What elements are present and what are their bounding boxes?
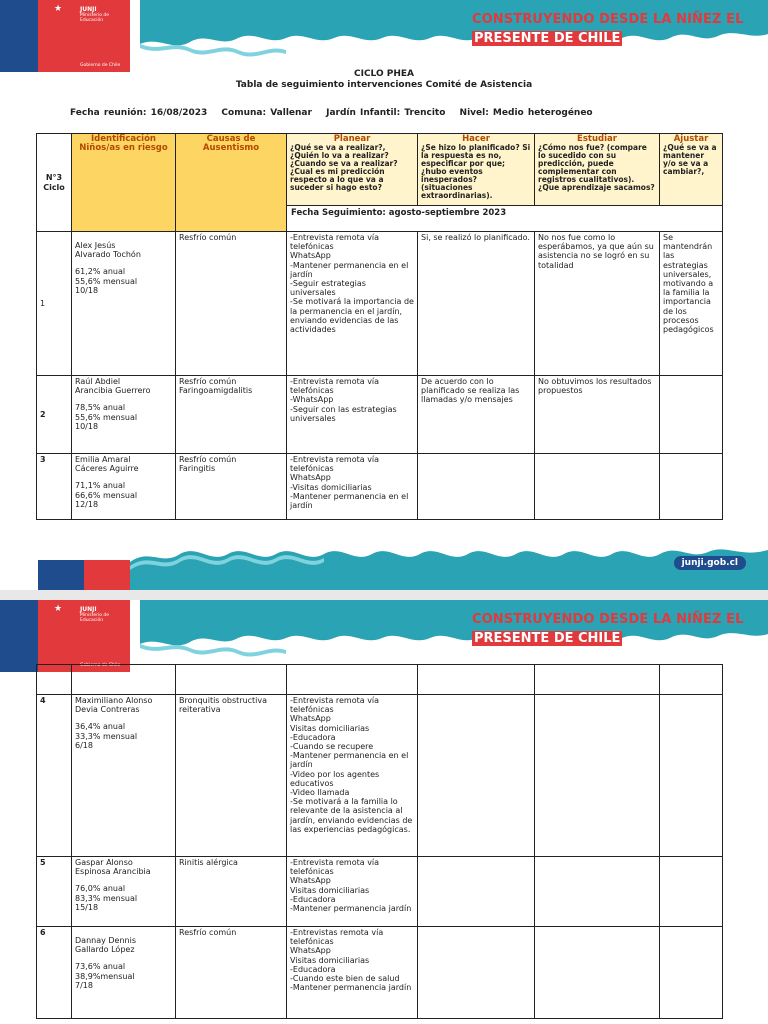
ajustar-question: ¿Qué se va a mantener y/o se va a cambiar?, (663, 143, 717, 177)
chile-star-icon: ★ (53, 604, 63, 614)
child-attendance: 78,5% anual 55,6% mensual 10/18 (75, 403, 138, 431)
header-ciclo: N°3 Ciclo (37, 134, 72, 232)
estudiar-cell: No nos fue como lo esperábamos, ya que aún su asistencia no se logró en su totalidad (535, 232, 660, 376)
junji-logo (38, 0, 130, 72)
slogan-line1: CONSTRUYENDO DESDE LA NIÑEZ EL (472, 12, 744, 27)
header-ajustar (660, 134, 723, 206)
row-number: 6 (37, 927, 72, 1019)
logo-org: JUNJI (80, 6, 97, 13)
logo-org-full: Ministerio de Educación (80, 13, 110, 23)
child-name: Dannay Dennis Gallardo López (75, 936, 136, 955)
logo-blue-band (0, 600, 38, 672)
child-attendance: 61,2% anual 55,6% mensual 10/18 (75, 267, 138, 295)
row-number: 1 (37, 232, 72, 376)
header-identificacion: Identificación Niños/as en riesgo (72, 134, 176, 232)
tracking-table-p2 (36, 664, 723, 1019)
child-attendance: 73,6% anual 38,9%mensual 7/18 (75, 962, 135, 990)
ajustar-cell (660, 927, 723, 1019)
header-causas: Causas de Ausentismo (176, 134, 287, 232)
empty-cell (418, 665, 535, 695)
empty-cell (660, 665, 723, 695)
cause-cell: Rinitis alérgica (176, 857, 287, 927)
empty-cell (72, 665, 176, 695)
estudiar-question: ¿Cómo nos fue? (compare lo sucedido con su predicción, puede complementar con registros cualitativos). ¿Que aprendizaje sacamos? (538, 143, 655, 193)
slogan (472, 612, 744, 646)
planear-cell: -Entrevistas remota vía telefónicas WhatsApp Visitas domiciliarias -Educadora -Cuando este bien de salud -Mantener permanencia jardín (287, 927, 418, 1019)
junji-logo (38, 600, 130, 672)
child-name: Alex Jesús Alvarado Tochón (75, 241, 141, 260)
child-cell (72, 695, 176, 857)
slogan-line1: CONSTRUYENDO DESDE LA NIÑEZ EL (472, 612, 744, 627)
table-row (37, 927, 723, 1019)
planear-cell: -Entrevista remota vía telefónicas WhatsApp Visitas domiciliarias -Educadora -Cuando se recupere -Mantener permanencia en el jardín -Video por los agentes educativos -Video llamada -Se motivará a la familia lo relevante de la asistencia al jardín, enviando evidencias de las experiencias pedagógicas. (287, 695, 418, 857)
row-number: 2 (37, 376, 72, 454)
hacer-cell (418, 927, 535, 1019)
child-cell (72, 232, 176, 376)
estudiar-cell (535, 857, 660, 927)
table-row (37, 857, 723, 927)
header-hacer (418, 134, 535, 206)
footer-red-block (84, 560, 130, 590)
hacer-cell (418, 857, 535, 927)
footer-blue-block (38, 560, 84, 590)
meta-jardin: Jardín Infantil: Trencito (326, 108, 446, 118)
child-cell (72, 454, 176, 520)
header-estudiar (535, 134, 660, 206)
fecha-seguimiento: Fecha Seguimiento: agosto-septiembre 2023 (287, 206, 723, 232)
meta-nivel: Nivel: Medio heterogéneo (459, 108, 593, 118)
empty-cell (37, 665, 72, 695)
table-row (37, 454, 723, 520)
ajustar-cell: Se mantendrán las estrategias universales, motivando a la familia la importancia de los procesos pedagógicos (660, 232, 723, 376)
row-number: 4 (37, 695, 72, 857)
logo-gov: Gobierno de Chile (80, 663, 121, 668)
estudiar-cell (535, 454, 660, 520)
slogan (472, 12, 744, 46)
ajustar-cell (660, 857, 723, 927)
child-attendance: 76,0% anual 83,3% mensual 15/18 (75, 884, 138, 912)
planear-cell: -Entrevista remota vía telefónicas WhatsApp Visitas domiciliarias -Educadora -Mantener permanencia jardín (287, 857, 418, 927)
meta-comuna: Comuna: Vallenar (221, 108, 312, 118)
child-name: Emilia Amaral Cáceres Aguirre (75, 455, 139, 474)
cause-cell: Resfrío común (176, 927, 287, 1019)
estudiar-cell: No obtuvimos los resultados propuestos (535, 376, 660, 454)
page-gap (0, 590, 768, 600)
child-name: Gaspar Alonso Espinosa Arancibia (75, 858, 151, 877)
child-attendance: 36,4% anual 33,3% mensual 6/18 (75, 722, 138, 750)
tracking-table-p1 (36, 133, 723, 520)
doc-meta (70, 108, 603, 118)
logo-org-full: Ministerio de Educación (80, 613, 110, 623)
slogan-line2: PRESENTE DE CHILE (474, 31, 621, 46)
cause-cell: Bronquitis obstructiva reiterativa (176, 695, 287, 857)
doc-title: CICLO PHEA (354, 69, 414, 79)
table-row (37, 376, 723, 454)
empty-cell (287, 665, 418, 695)
child-attendance: 71,1% anual 66,6% mensual 12/18 (75, 481, 138, 509)
estudiar-cell (535, 695, 660, 857)
hacer-cell: Si, se realizó lo planificado. (418, 232, 535, 376)
ajustar-cell (660, 454, 723, 520)
header-planear (287, 134, 418, 206)
hacer-cell (418, 695, 535, 857)
logo-org: JUNJI (80, 606, 97, 613)
slogan-line2: PRESENTE DE CHILE (474, 631, 621, 646)
cause-cell: Resfrío común (176, 232, 287, 376)
child-cell (72, 376, 176, 454)
document-page-2 (0, 600, 768, 1024)
planear-cell: -Entrevista remota vía telefónicas -WhatsApp -Seguir con las estrategias universales (287, 376, 418, 454)
table-row (37, 695, 723, 857)
planear-cell: -Entrevista remota vía telefónicas WhatsApp -Mantener permanencia en el jardín -Seguir estrategias universales -Se motivará la importancia de la permanencia en el jardín, enviando evidencias de las actividades (287, 232, 418, 376)
child-name: Maximiliano Alonso Devia Contreras (75, 696, 153, 715)
ajustar-cell (660, 376, 723, 454)
empty-cell (535, 665, 660, 695)
hacer-title: Hacer (462, 134, 490, 144)
table-row-empty (37, 665, 723, 695)
child-name: Raúl Abdiel Arancibia Guerrero (75, 377, 151, 396)
footer-url[interactable]: junji.gob.cl (674, 556, 746, 570)
logo-blue-band (0, 0, 38, 72)
hacer-cell: De acuerdo con lo planificado se realiza las llamadas y/o mensajes (418, 376, 535, 454)
estudiar-cell (535, 927, 660, 1019)
empty-cell (176, 665, 287, 695)
child-cell (72, 857, 176, 927)
meta-fecha: Fecha reunión: 16/08/2023 (70, 108, 208, 118)
row-number: 5 (37, 857, 72, 927)
hacer-question: ¿Se hizo lo planificado? Si la respuesta es no, especificar por que; ¿hubo eventos inesperados? (situaciones extraordinarias). (421, 143, 531, 201)
planear-cell: -Entrevista remota vía telefónicas WhatsApp -Visitas domiciliarias -Mantener permanencia en el jardín (287, 454, 418, 520)
logo-gov: Gobierno de Chile (80, 63, 121, 68)
cause-cell: Resfrío común Faringoamigdalitis (176, 376, 287, 454)
child-cell (72, 927, 176, 1019)
hacer-cell (418, 454, 535, 520)
ajustar-cell (660, 695, 723, 857)
row-number: 3 (37, 454, 72, 520)
doc-subtitle: Tabla de seguimiento intervenciones Comité de Asistencia (235, 80, 533, 90)
cause-cell: Resfrío común Faringitis (176, 454, 287, 520)
ajustar-title: Ajustar (673, 134, 709, 144)
estudiar-title: Estudiar (577, 134, 617, 144)
table-row (37, 232, 723, 376)
chile-star-icon: ★ (53, 4, 63, 14)
planear-title: Planear (333, 134, 371, 144)
planear-question: ¿Qué se va a realizar?, ¿Quién lo va a realizar? ¿Cuando se va a realizar? ¿Cual es mi predicción respecto a lo que va a suceder si hago esto? (290, 143, 398, 193)
